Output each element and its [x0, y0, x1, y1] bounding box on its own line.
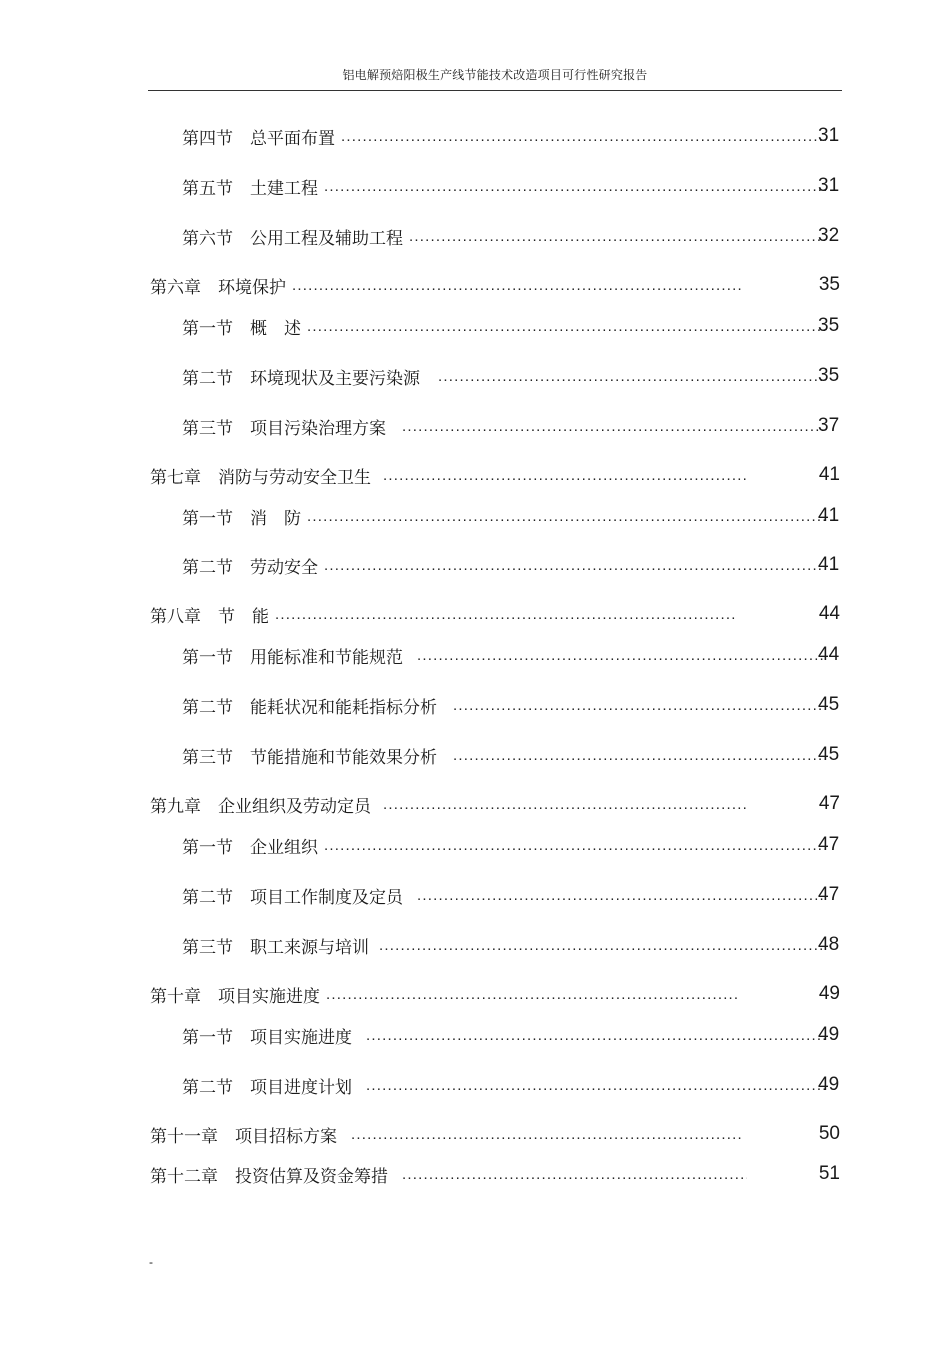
toc-entry-label: 第三节 项目污染治理方案 — [182, 418, 386, 439]
toc-entry-chapter-12[interactable] — [150, 1161, 840, 1187]
toc-entry-page: 37 — [818, 415, 840, 436]
toc-entry-page: 35 — [818, 315, 840, 336]
toc-entry-label: 第三节 职工来源与培训 — [182, 937, 369, 958]
toc-entry-label: 第四节 总平面布置 — [182, 128, 335, 149]
toc-entry-page: 47 — [818, 884, 840, 905]
dot-leader — [292, 277, 742, 294]
toc-entry-page: 44 — [818, 644, 840, 665]
toc-entry-label: 第一节 企业组织 — [182, 837, 318, 858]
dot-leader — [275, 606, 735, 623]
toc-entry-label: 第二节 能耗状况和能耗指标分析 — [182, 697, 437, 718]
toc-entry-label: 第一节 消 防 — [182, 508, 301, 529]
toc-entry-label: 第一节 用能标准和节能规范 — [182, 647, 403, 668]
dot-leader — [366, 1027, 826, 1044]
dot-leader — [417, 647, 826, 664]
toc-entry-section-3[interactable] — [182, 742, 838, 768]
toc-entry-chapter-9[interactable] — [150, 791, 840, 817]
dot-leader — [307, 508, 826, 525]
toc-entry-section-1[interactable] — [182, 642, 838, 668]
page-footer-mark: - — [149, 1255, 153, 1269]
dot-leader — [307, 318, 826, 335]
dot-leader — [409, 228, 826, 245]
toc-entry-page: 32 — [818, 225, 840, 246]
toc-entry-section-1[interactable] — [182, 503, 838, 529]
toc-entry-label: 第一节 项目实施进度 — [182, 1027, 352, 1048]
toc-entry-section-2[interactable] — [182, 882, 838, 908]
toc-entry-page: 41 — [818, 554, 840, 575]
toc-entry-section-1[interactable] — [182, 1022, 838, 1048]
toc-entry-chapter-8[interactable] — [150, 601, 840, 627]
toc-entry-label: 第一节 概 述 — [182, 318, 301, 339]
toc-entry-label: 第十一章 项目招标方案 — [150, 1126, 337, 1147]
toc-entry-section-4[interactable] — [182, 123, 838, 149]
toc-entry-chapter-10[interactable] — [150, 981, 840, 1007]
toc-entry-label: 第二节 劳动安全 — [182, 557, 318, 578]
toc-entry-label: 第七章 消防与劳动安全卫生 — [150, 467, 371, 488]
toc-entry-label: 第五节 土建工程 — [182, 178, 318, 199]
toc-entry-page: 31 — [818, 175, 840, 196]
toc-entry-section-3[interactable] — [182, 413, 838, 439]
toc-entry-page: 45 — [818, 744, 840, 765]
toc-entry-label: 第十章 项目实施进度 — [150, 986, 320, 1007]
dot-leader — [326, 986, 738, 1003]
toc-entry-section-1[interactable] — [182, 313, 838, 339]
dot-leader — [324, 837, 826, 854]
toc-entry-page: 51 — [818, 1163, 840, 1184]
toc-entry-label: 第二节 项目进度计划 — [182, 1077, 352, 1098]
toc-entry-label: 第三节 节能措施和节能效果分析 — [182, 747, 437, 768]
toc-entry-page: 49 — [818, 1074, 840, 1095]
toc-entry-page: 47 — [818, 793, 840, 814]
dot-leader — [417, 887, 826, 904]
toc-entry-page: 35 — [818, 365, 840, 386]
dot-leader — [341, 128, 826, 145]
toc-entry-label: 第二节 项目工作制度及定员 — [182, 887, 403, 908]
dot-leader — [351, 1126, 741, 1143]
header-divider — [148, 90, 842, 91]
dot-leader — [453, 747, 826, 764]
toc-entry-chapter-6[interactable] — [150, 272, 840, 298]
toc-entry-page: 49 — [818, 983, 840, 1004]
toc-entry-label: 第十二章 投资估算及资金筹措 — [150, 1166, 388, 1187]
toc-entry-chapter-7[interactable] — [150, 462, 840, 488]
toc-entry-section-1[interactable] — [182, 832, 838, 858]
toc-entry-page: 44 — [818, 603, 840, 624]
dot-leader — [383, 796, 748, 813]
toc-entry-label: 第二节 环境现状及主要污染源 — [182, 368, 420, 389]
dot-leader — [366, 1077, 826, 1094]
dot-leader — [438, 368, 826, 385]
toc-entry-section-3[interactable] — [182, 932, 838, 958]
toc-entry-page: 31 — [818, 125, 840, 146]
toc-entry-page: 41 — [818, 464, 840, 485]
dot-leader — [324, 557, 826, 574]
toc-entry-label: 第六节 公用工程及辅助工程 — [182, 228, 403, 249]
toc-entry-label: 第八章 节 能 — [150, 606, 269, 627]
toc-entry-page: 35 — [818, 274, 840, 295]
dot-leader — [453, 697, 826, 714]
toc-entry-section-2[interactable] — [182, 363, 838, 389]
toc-entry-page: 47 — [818, 834, 840, 855]
dot-leader — [324, 178, 826, 195]
dot-leader — [383, 467, 748, 484]
toc-entry-label: 第六章 环境保护 — [150, 277, 286, 298]
toc-entry-label: 第九章 企业组织及劳动定员 — [150, 796, 371, 817]
toc-entry-section-6[interactable] — [182, 223, 838, 249]
toc-entry-page: 45 — [818, 694, 840, 715]
dot-leader — [402, 1166, 747, 1183]
toc-entry-page: 41 — [818, 505, 840, 526]
toc-entry-page: 50 — [818, 1123, 840, 1144]
running-header-title: 铝电解预焙阳极生产线节能技术改造项目可行性研究报告 — [342, 68, 648, 82]
toc-entry-page: 49 — [818, 1024, 840, 1045]
toc-entry-section-2[interactable] — [182, 1072, 838, 1098]
toc-entry-page: 48 — [818, 934, 840, 955]
toc-entry-section-5[interactable] — [182, 173, 838, 199]
dot-leader — [379, 937, 826, 954]
toc-entry-chapter-11[interactable] — [150, 1121, 840, 1147]
dot-leader — [402, 418, 826, 435]
toc-entry-section-2[interactable] — [182, 692, 838, 718]
toc-entry-section-2[interactable] — [182, 552, 838, 578]
